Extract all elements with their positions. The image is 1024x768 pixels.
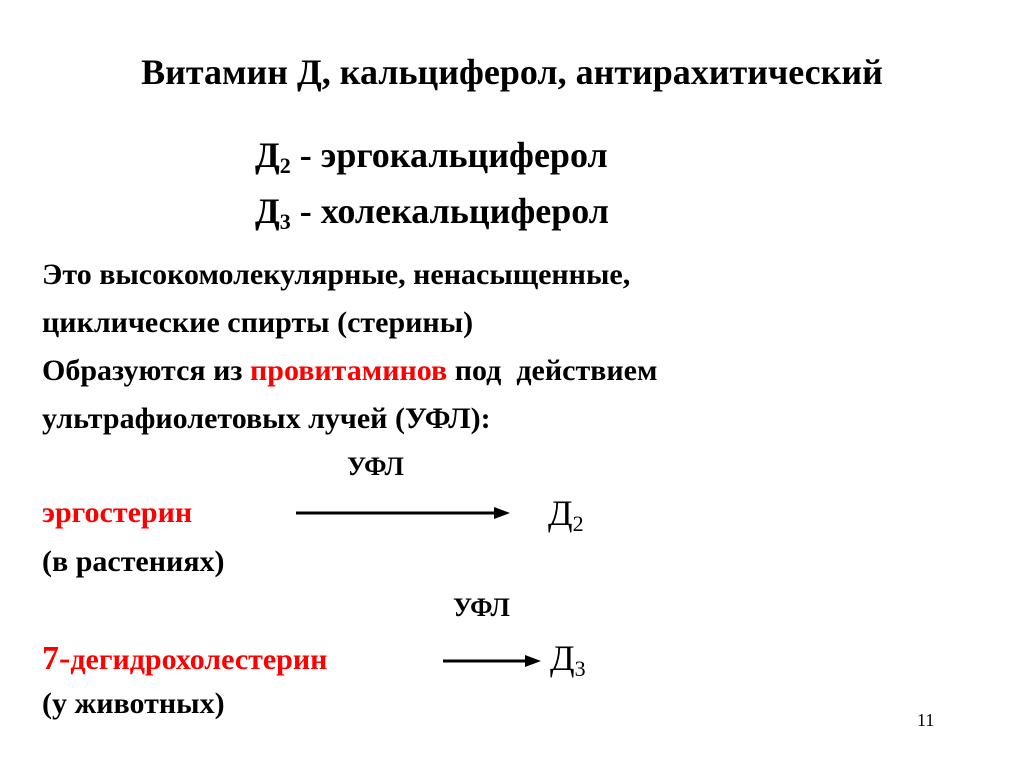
product-d3	[550, 637, 586, 682]
page-number: 11	[917, 710, 935, 730]
product-letter: Д	[548, 493, 573, 533]
provitamins-highlight: провитаминов	[249, 354, 448, 387]
description-text: под действием	[447, 354, 658, 387]
form-name: - холекальциферол	[290, 191, 609, 231]
form-name: - эргокальциферол	[290, 135, 608, 175]
description-line-3	[42, 354, 657, 388]
description-line-1: Это высокомолекулярные, ненасыщенные,	[42, 258, 631, 291]
form-cholecalciferol	[255, 190, 609, 235]
reaction-arrow-icon	[296, 503, 512, 523]
reactant-dehydrocholesterol	[42, 640, 327, 678]
description-line-4: ультрафиолетовых лучей (УФЛ):	[42, 402, 491, 435]
form-subscript: 2	[279, 153, 291, 178]
description-line-2: циклические спирты (стерины)	[42, 306, 474, 339]
reactant-ergosterol: эргостерин	[42, 496, 193, 529]
product-d2	[548, 492, 584, 537]
product-subscript: 2	[572, 511, 584, 536]
reactant-prefix: 7-	[42, 640, 71, 677]
product-subscript: 3	[574, 656, 586, 681]
reactant-name: дегидрохолестерин	[70, 643, 328, 676]
source-animals: (у животных)	[42, 687, 225, 720]
form-ergocalciferol	[255, 134, 608, 179]
form-letter: Д	[255, 135, 280, 175]
product-letter: Д	[550, 638, 575, 678]
slide-title: Витамин Д, кальциферол, антирахитический	[141, 52, 883, 92]
reaction-condition-label: УФЛ	[453, 593, 510, 622]
form-letter: Д	[255, 191, 280, 231]
description-text: Образуются из	[42, 354, 250, 387]
form-subscript: 3	[279, 209, 291, 234]
reaction-condition-label: УФЛ	[347, 452, 404, 481]
reaction-arrow-icon	[443, 651, 543, 671]
source-plants: (в растениях)	[42, 545, 225, 578]
